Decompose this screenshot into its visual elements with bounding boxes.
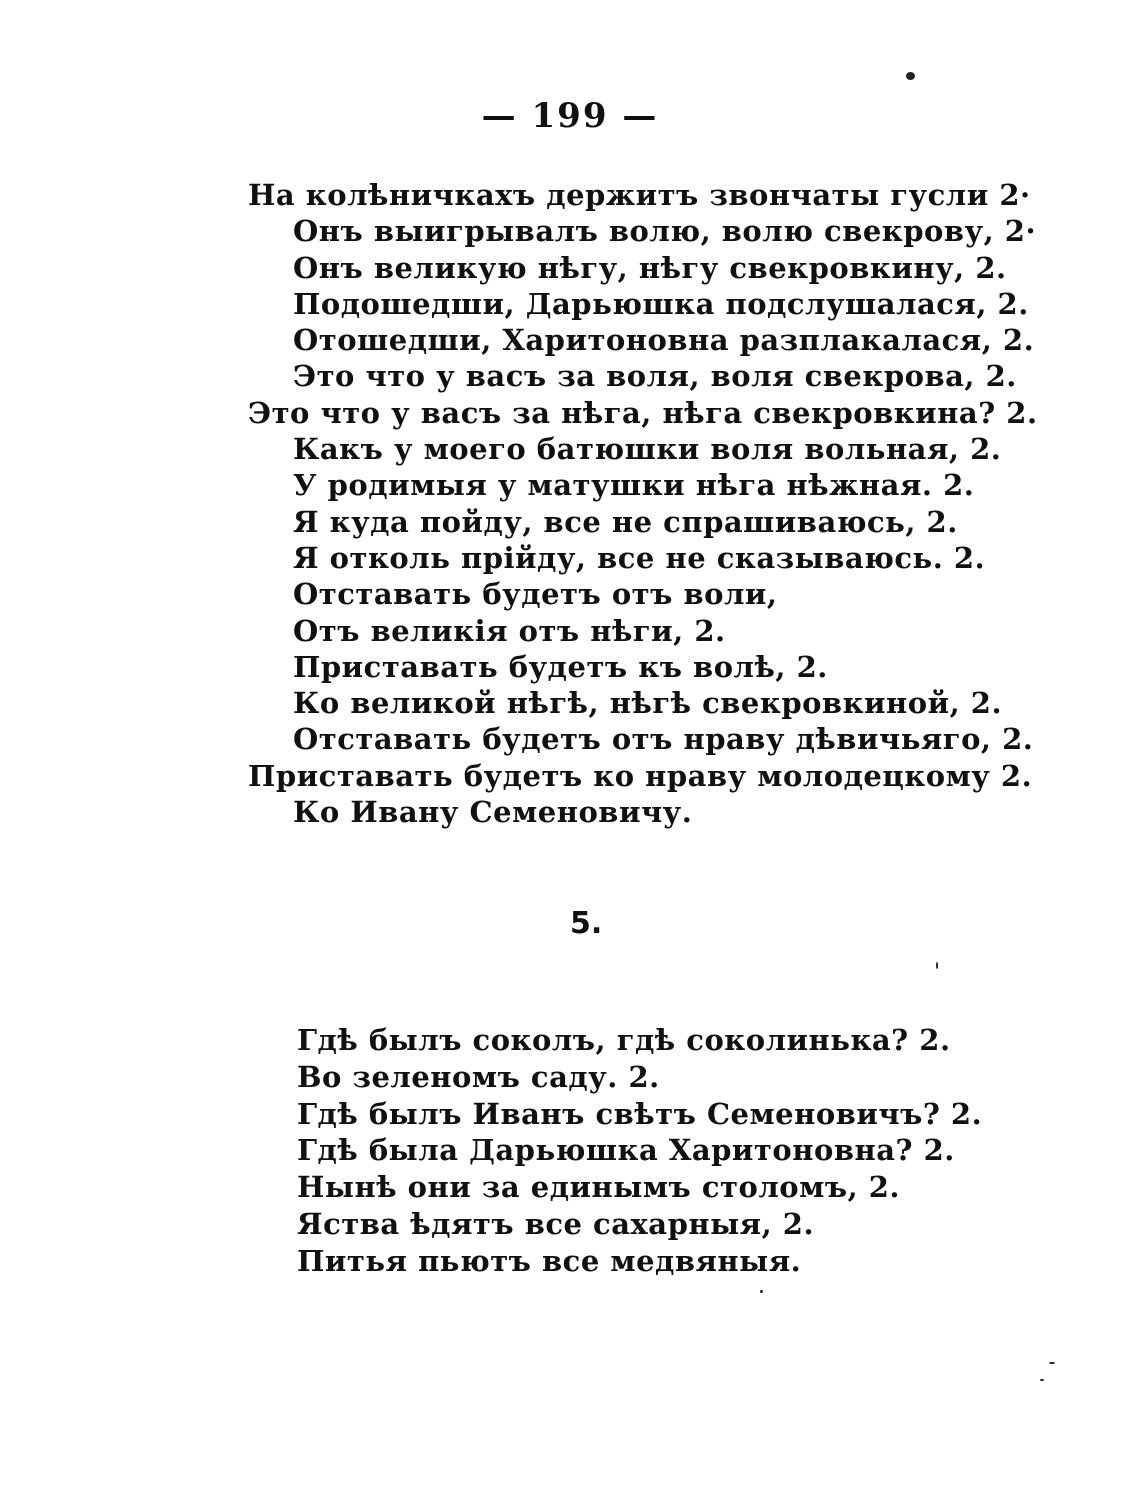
ink-speck — [760, 1290, 763, 1293]
verse-line: Это что у васъ за нѣга, нѣга свекровкина? 2. — [248, 395, 1038, 430]
ink-speck — [906, 72, 915, 80]
verse-line: Отставать будетъ отъ нраву дѣвичьяго, 2. — [293, 722, 1034, 757]
verse-line: Ко Ивану Семеновичу. — [293, 795, 693, 830]
verse-line: Подошедши, Дарьюшка подслушалася, 2. — [293, 286, 1029, 321]
verse-line: Какъ у моего батюшки воля вольная, 2. — [293, 432, 1002, 467]
verse-line: Приставать будетъ ко нраву молодецкому 2. — [248, 758, 1033, 793]
verse-line: У родимыя у матушки нѣга нѣжная. 2. — [293, 468, 975, 503]
verse-line: Онъ выигрывалъ волю, волю свекрову, 2· — [293, 214, 1037, 249]
ink-speck — [936, 962, 938, 969]
verse-line: Отошедши, Харитоновна разплакалася, 2. — [293, 323, 1035, 358]
verse-line: Отставать будетъ отъ воли, — [293, 577, 778, 612]
song-verse-5 — [297, 1022, 1057, 1280]
verse-line: Онъ великую нѣгу, нѣгу свекровкину, 2. — [293, 250, 1007, 285]
song-verse-4 — [248, 177, 1068, 830]
verse-line: Гдѣ былъ соколъ, гдѣ соколинька? 2. — [297, 1023, 951, 1057]
verse-line: Яства ѣдятъ все сахарныя, 2. — [297, 1206, 815, 1241]
verse-line: Отъ великія отъ нѣги, 2. — [293, 613, 726, 648]
ink-speck — [1040, 1379, 1044, 1381]
verse-line: Приставать будетъ къ волѣ, 2. — [293, 649, 828, 684]
verse-line: Во зеленомъ саду. 2. — [297, 1059, 660, 1094]
verse-line: Гдѣ былъ Иванъ свѣтъ Семеновичъ? 2. — [297, 1096, 983, 1131]
verse-line: Я отколь прійду, все не сказываюсь. 2. — [293, 540, 986, 575]
verse-line: Нынѣ они за единымъ столомъ, 2. — [297, 1170, 901, 1205]
verse-line: Питья пьютъ все медвяныя. — [297, 1243, 802, 1278]
verse-line: Я куда пойду, все не спрашиваюсь, 2. — [293, 504, 958, 539]
page-number: — 199 — — [481, 96, 659, 136]
section-number: 5. — [570, 906, 603, 941]
ink-speck — [1049, 1362, 1055, 1364]
verse-line: Гдѣ была Дарьюшка Харитоновна? 2. — [297, 1133, 955, 1168]
verse-line: Это что у васъ за воля, воля свекрова, 2. — [293, 359, 1017, 394]
verse-line: Ко великой нѣгѣ, нѣгѣ свекровкиной, 2. — [293, 686, 1003, 721]
verse-line: На колѣничкахъ держитъ звончаты гусли 2· — [248, 178, 1031, 212]
